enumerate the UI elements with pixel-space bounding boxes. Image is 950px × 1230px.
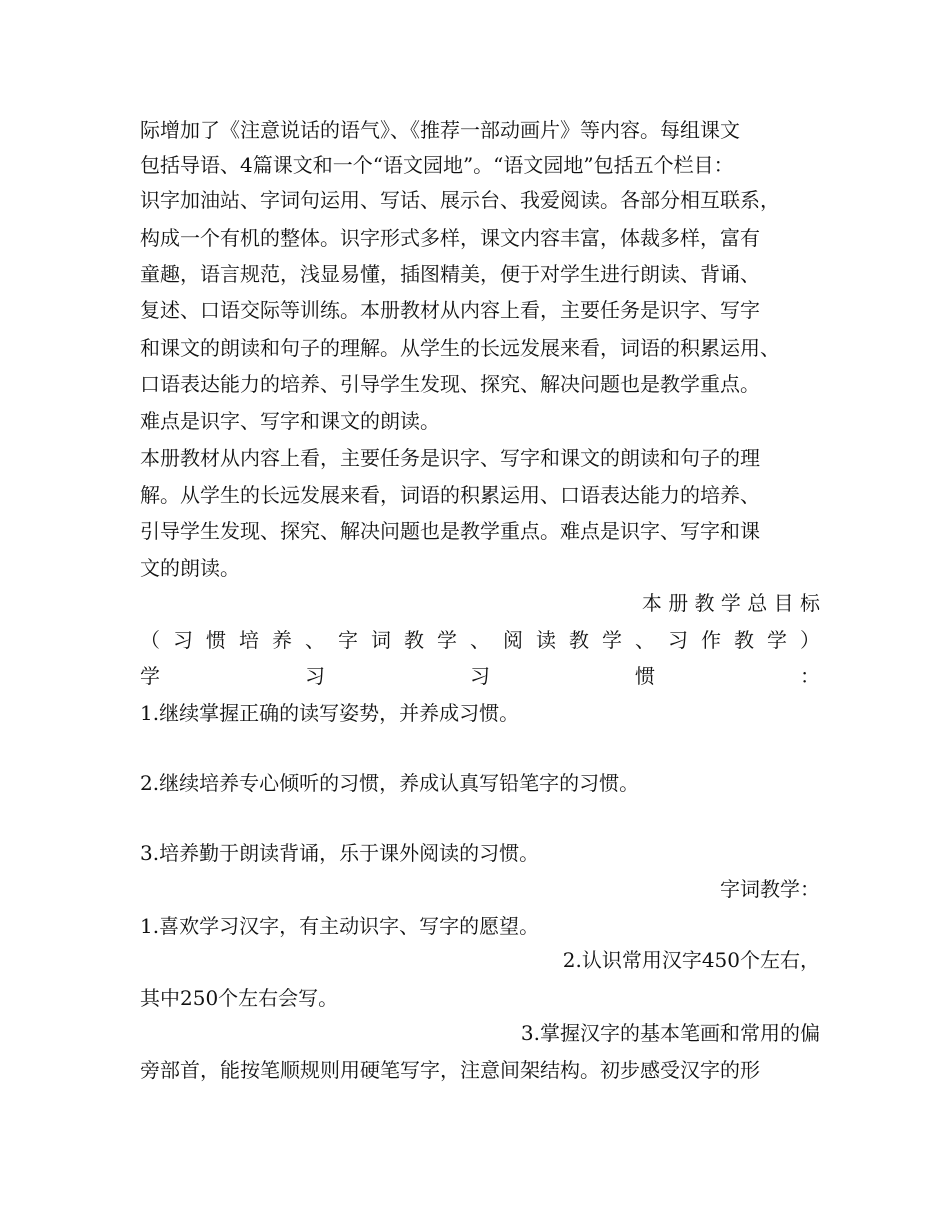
list-item: 2.继续培养专心倾听的习惯，养成认真写铅笔字的习惯。 [140, 771, 640, 795]
paragraph-line: 际增加了《注意说话的语气》、《推荐一部动画片》等内容。每组课文 [140, 118, 740, 142]
paragraph-line: 口语表达能力的培养、引导学生发现、探究、解决问题也是教学重点。 [140, 372, 760, 396]
list-item: 其中250个左右会写。 [140, 986, 339, 1010]
section-heading: 字词教学： [720, 877, 820, 901]
paragraph-line: 复述、口语交际等训练。本册教材从内容上看，主要任务是识字、写字 [140, 298, 760, 322]
paragraph-line: 识字加油站、字词句运用、写话、展示台、我爱阅读。各部分相互联系， [140, 188, 780, 212]
section-heading: 学习习惯： [140, 664, 820, 688]
paragraph-line: 旁部首，能按笔顺规则用硬笔写字，注意间架结构。初步感受汉字的形 [140, 1058, 760, 1082]
paragraph-line: 文的朗读。 [140, 556, 240, 580]
paragraph-line: 解。从学生的长远发展来看，词语的积累运用、口语表达能力的培养、 [140, 483, 760, 507]
paragraph-line: 包括导语、4篇课文和一个“语文园地”。“语文园地”包括五个栏目： [140, 153, 734, 177]
paragraph-line: 构成一个有机的整体。识字形式多样，课文内容丰富，体裁多样，富有 [140, 226, 760, 250]
list-item: 3.培养勤于朗读背诵，乐于课外阅读的习惯。 [140, 841, 540, 865]
list-item: 1.喜欢学习汉字，有主动识字、写字的愿望。 [140, 914, 540, 938]
paragraph-line: 童趣，语言规范，浅显易懂，插图精美，便于对学生进行朗读、背诵、 [140, 262, 760, 286]
paragraph-line: 难点是识字、写字和课文的朗读。 [140, 409, 440, 433]
paragraph-line: 引导学生发现、探究、解决问题也是教学重点。难点是识字、写字和课 [140, 519, 760, 543]
section-subtitle: （习惯培养、字词教学、阅读教学、习作教学） [140, 628, 820, 652]
paragraph-line: 本册教材从内容上看，主要任务是识字、写字和课文的朗读和句子的理 [140, 446, 760, 470]
list-item: 3.掌握汉字的基本笔画和常用的偏 [520, 1021, 820, 1045]
list-item: 2.认识常用汉字450个左右， [562, 948, 820, 972]
list-item: 1.继续掌握正确的读写姿势，并养成习惯。 [140, 701, 520, 725]
section-title: 本 册 教 学 总 目 标 [641, 591, 820, 615]
paragraph-line: 和课文的朗读和句子的理解。从学生的长远发展来看，词语的积累运用、 [140, 336, 780, 360]
